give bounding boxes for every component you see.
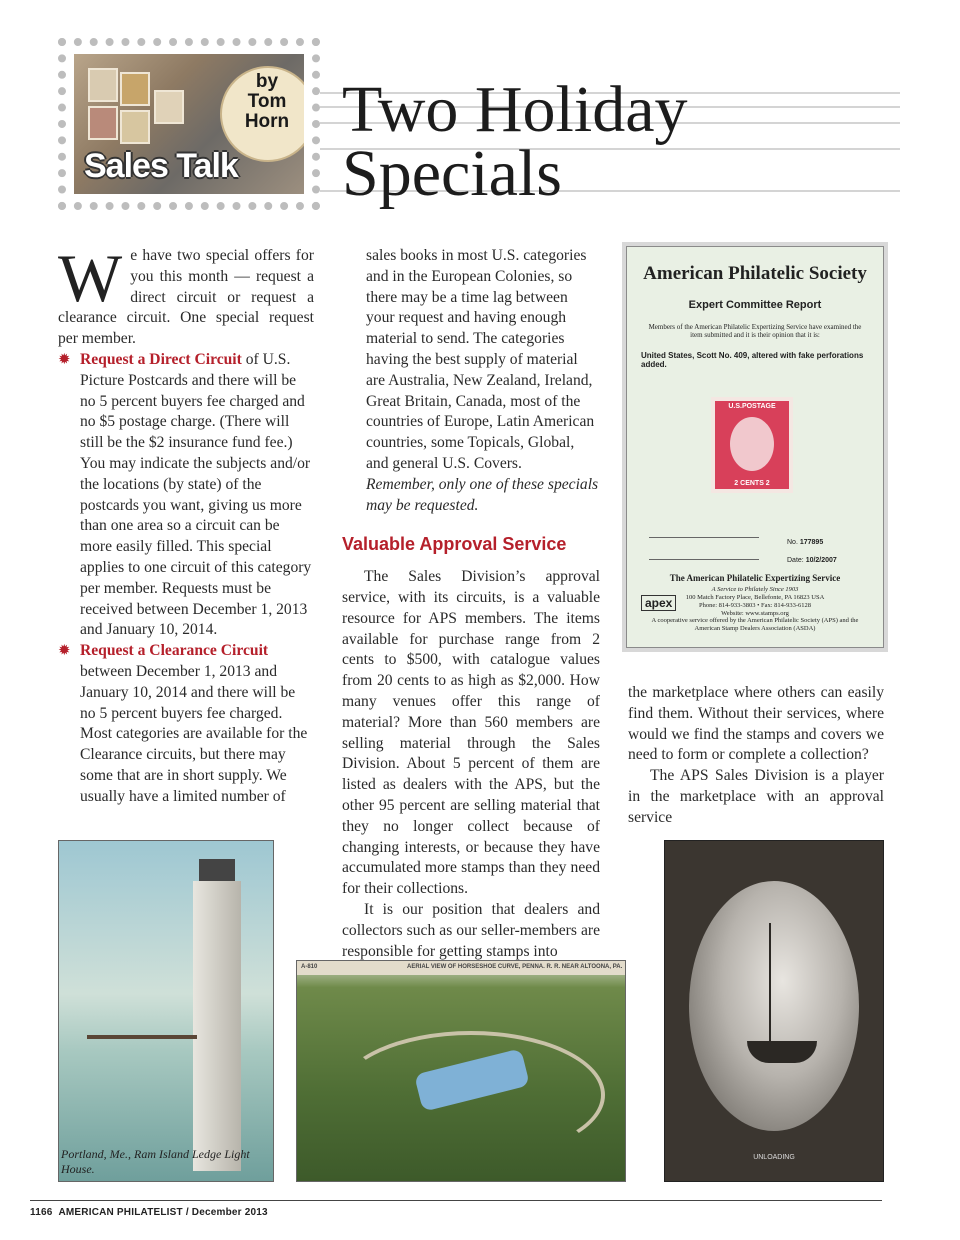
portrait-oval [730,417,774,471]
intro-text: e have two special offers for you this month — request a direct circuit or request a clearance circuit. One special request per member. [58,247,314,348]
certificate-address: 100 Match Factory Place, Bellefonte, PA 16823 USA [685,594,825,601]
signature-line [649,559,759,560]
stamp-tile [120,72,150,106]
stamp-tile [88,106,118,140]
title-line-1: Two Holiday [342,73,688,146]
byline-first-name: Tom [247,91,287,112]
footer-rule [30,1200,882,1201]
bullet-direct-circuit [58,350,314,641]
badge-photo [74,54,304,194]
drop-cap: W [58,240,123,316]
postcard-header [297,961,625,975]
horseshoe-curve-postcard [296,960,626,1182]
certificate-footer: A cooperative service offered by the American Philatelic Society (APS) and the American Stamp Dealers Association (ASDA) [651,617,859,632]
pier [87,999,197,1039]
postcard-title: AERIAL VIEW OF HORSESHOE CURVE, PENNA. R. R. NEAR ALTOONA, PA. [407,964,623,970]
stamp-bottom-text: 2 CENTS 2 [734,480,770,487]
ship-caption: UNLOADING [753,1154,795,1161]
certificate-title: American Philatelic Society [643,263,867,284]
apex-logo: apex [641,595,676,611]
certificate-service: The American Philatelic Expertizing Service [669,573,841,583]
ship-hull [747,1041,817,1063]
page-title [342,73,688,210]
paragraph: The APS Sales Division is a player in the marketplace with an approval service [628,767,884,826]
certificate-website: Website: www.stamps.org [721,610,789,617]
byline [224,72,304,132]
certificate-phone: Phone: 814-933-3803 • Fax: 814-933-6128 [698,602,812,609]
paragraph: It is our position that dealers and collectors such as our seller-members are responsible for getting stamps into [342,900,600,960]
lighthouse-tower [193,881,241,1171]
page-number: 1166 [30,1207,53,1218]
certificate-description: United States, Scott No. 409, altered with fake perforations added. [641,351,864,369]
byline-last-name: Horn [244,111,290,132]
stamp-tile [120,110,150,144]
certificate-statement: Members of the American Philatelic Expertizing Service have examined the item submitted and it is their opinion that it is: [648,323,862,339]
bullet-icon: ✹ [58,351,71,368]
bullet-lead: Request a Clearance Circuit [80,642,269,660]
certificate-date: Date: 10/2/2007 [787,557,837,564]
certificate-subtitle: Expert Committee Report [688,299,822,311]
bullet-icon: ✹ [58,643,71,660]
section-heading: Valuable Approval Service [342,534,567,555]
column-2 [342,246,600,962]
paragraph: sales books in most U.S. categories and in the European Colonies, so there may be a time lag between your request and having enough material to send. The categories having the best supply of material are Australia, New Zealand, Ireland, Great Britain, Canada, most of the countries of Europe, Latin American countries, some Topicals, Global, and general U.S. Covers. [366,247,595,472]
postcard-code: A-810 [301,964,318,970]
column-badge [58,38,320,210]
lighthouse-caption: Portland, Me., Ram Island Ledge Light House. [61,1147,250,1176]
publication-name: AMERICAN PHILATELIST / December 2013 [58,1207,268,1218]
title-line-2: Specials [342,137,562,210]
bullet-text: of U.S. Picture Postcards and there will be no 5 percent buyers fee charged and no $5 postage charge. (There will still be the $2 insurance fund fee.) You may indicate the subjects and/or the locations (by state) of the postcards you want, giving us more than one area so a circuit can be more easily filled. This special applies to one circuit of this category per member. Requests must be received between December 1, 2013 and January 10, 2014. [80,350,312,639]
byline-by: by [255,71,279,92]
lighthouse-postcard [58,840,274,1182]
bullet-clearance-circuit [58,641,314,807]
expert-certificate [626,246,884,648]
bullet-text: between December 1, 2013 and January 10, 2014 and there will be no 5 percent buyers fee charged. Most categories are available for the Clearance circuits, but there may some that are in short supply. We usually have a limited number of [80,662,308,805]
ship-mast [769,923,771,1053]
paragraph: the marketplace where others can easily find them. Without their services, where would we find the stamps and covers we need to form or complete a collection? [628,684,884,764]
intro-paragraph [58,240,314,350]
stamp-tile [154,90,184,124]
certificate-since: A Service to Philately Since 1903 [711,586,799,593]
ship-postcard [664,840,884,1182]
column-1 [58,240,314,808]
stamp-tile [88,68,118,102]
bullet-lead: Request a Direct Circuit [80,350,242,368]
stamp-top-text: U.S.POSTAGE [728,403,776,410]
stamp-image [711,397,793,493]
column-3 [628,683,884,829]
paragraph: The Sales Division’s approval service, with its circuits, is a valuable resource for APS members. The items available for purchase range from 2 cents to $500, with catalogue values from 20 cents to as high as $2,000. How many venues offer this range of material? More than 560 members are selling material through the Sales Division. About 5 percent of them are listed as dealers with the APS, but the other 95 percent are selling material that they no longer collect because of changing interests, or because they have accumulated more stamps than they need for their collections. [342,568,600,898]
page-footer [30,1207,268,1218]
paragraph-italic: Remember, only one of these specials may be requested. [366,475,599,514]
signature-line [649,537,759,538]
ship-oval-frame [689,881,859,1131]
certificate-number: No. 177895 [787,539,824,546]
column-title: Sales Talk [84,147,238,185]
